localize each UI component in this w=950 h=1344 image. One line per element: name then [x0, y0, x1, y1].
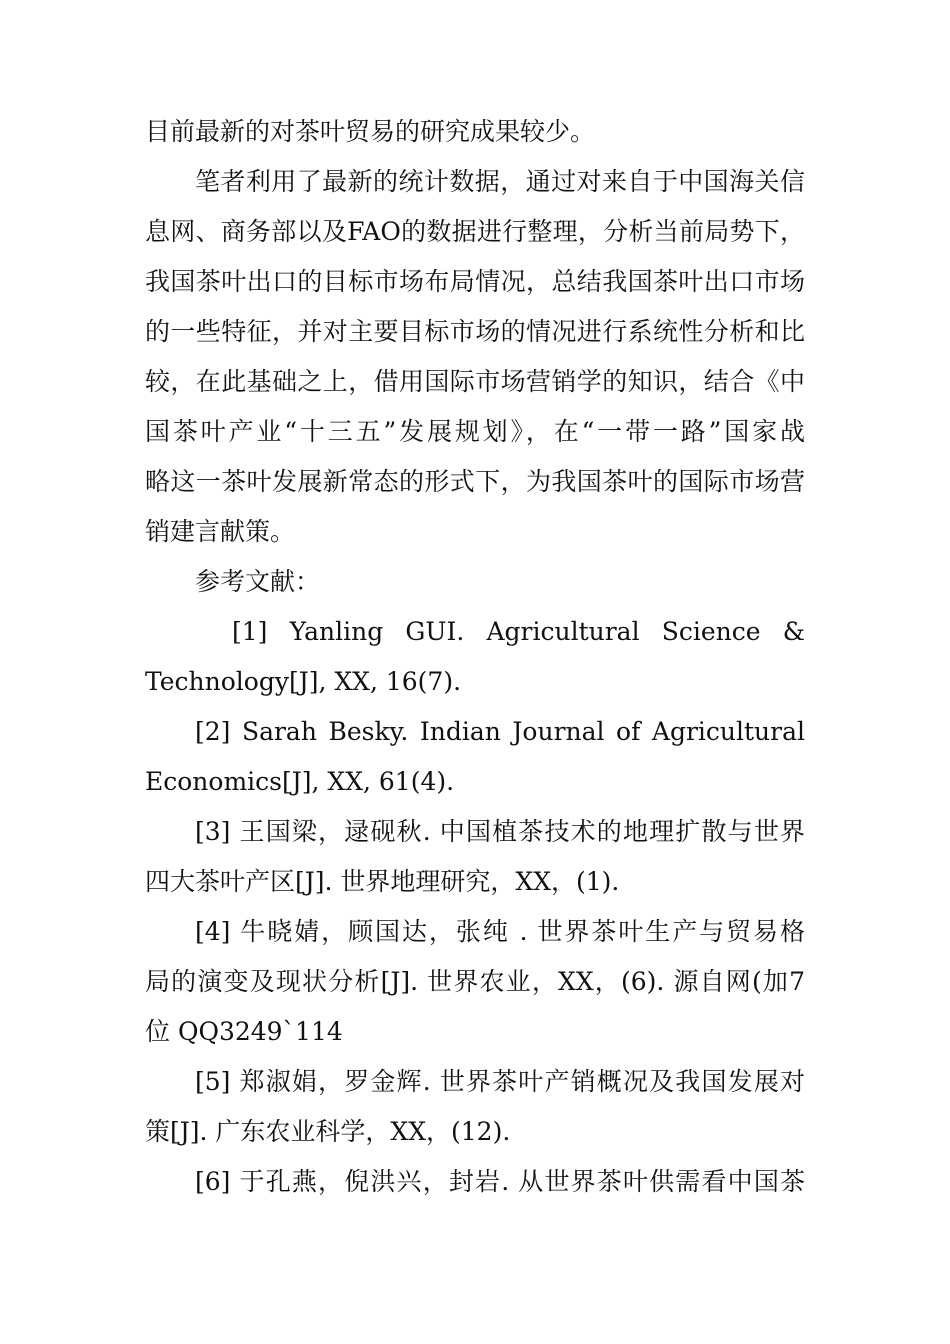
paragraph-line: 目前最新的对茶叶贸易的研究成果较少。 [145, 117, 596, 146]
paragraph-line: 销建言献策。 [145, 517, 296, 546]
paragraph-line: 息网、商务部以及FAO的数据进行整理，分析当前局势下， [145, 217, 805, 246]
paragraph-line: 略这一茶叶发展新常态的形式下，为我国茶叶的国际市场营 [145, 467, 805, 496]
reference-line: [3] 王国梁，逯砚秋. 中国植茶技术的地理扩散与世界 [195, 817, 805, 846]
paragraph-line: 笔者利用了最新的统计数据，通过对来自于中国海关信 [195, 167, 805, 196]
reference-line: 策[J]. 广东农业科学，XX，(12). [145, 1117, 511, 1146]
reference-line: Technology[J], XX, 16(7). [145, 667, 462, 696]
paragraph-line: 的一些特征，并对主要目标市场的情况进行系统性分析和比 [145, 317, 805, 346]
reference-line: [6] 于孔燕，倪洪兴，封岩. 从世界茶叶供需看中国茶 [195, 1167, 805, 1196]
reference-line: [1] Yanling GUI. Agricultural Science & [232, 617, 805, 646]
reference-line: [2] Sarah Besky. Indian Journal of Agricultural [195, 717, 805, 746]
paragraph-line: 较，在此基础之上，借用国际市场营销学的知识，结合《中 [145, 367, 805, 396]
reference-line: [5] 郑淑娟，罗金辉. 世界茶叶产销概况及我国发展对 [195, 1067, 805, 1096]
reference-line: 位 QQ3249`114 [145, 1017, 343, 1046]
reference-line: Economics[J], XX, 61(4). [145, 767, 455, 796]
reference-line: 局的演变及现状分析[J]. 世界农业，XX，(6). 源自网(加7 [145, 967, 805, 996]
references-heading: 参考文献： [195, 567, 321, 596]
reference-line: 四大茶叶产区[J]. 世界地理研究，XX，(1). [145, 867, 620, 896]
reference-line: [4] 牛晓婧，顾国达，张纯 . 世界茶叶生产与贸易格 [195, 917, 805, 946]
paragraph-line: 国茶叶产业“十三五”发展规划》，在“一带一路”国家战 [145, 417, 806, 446]
paragraph-line: 我国茶叶出口的目标市场布局情况，总结我国茶叶出口市场 [145, 267, 805, 296]
